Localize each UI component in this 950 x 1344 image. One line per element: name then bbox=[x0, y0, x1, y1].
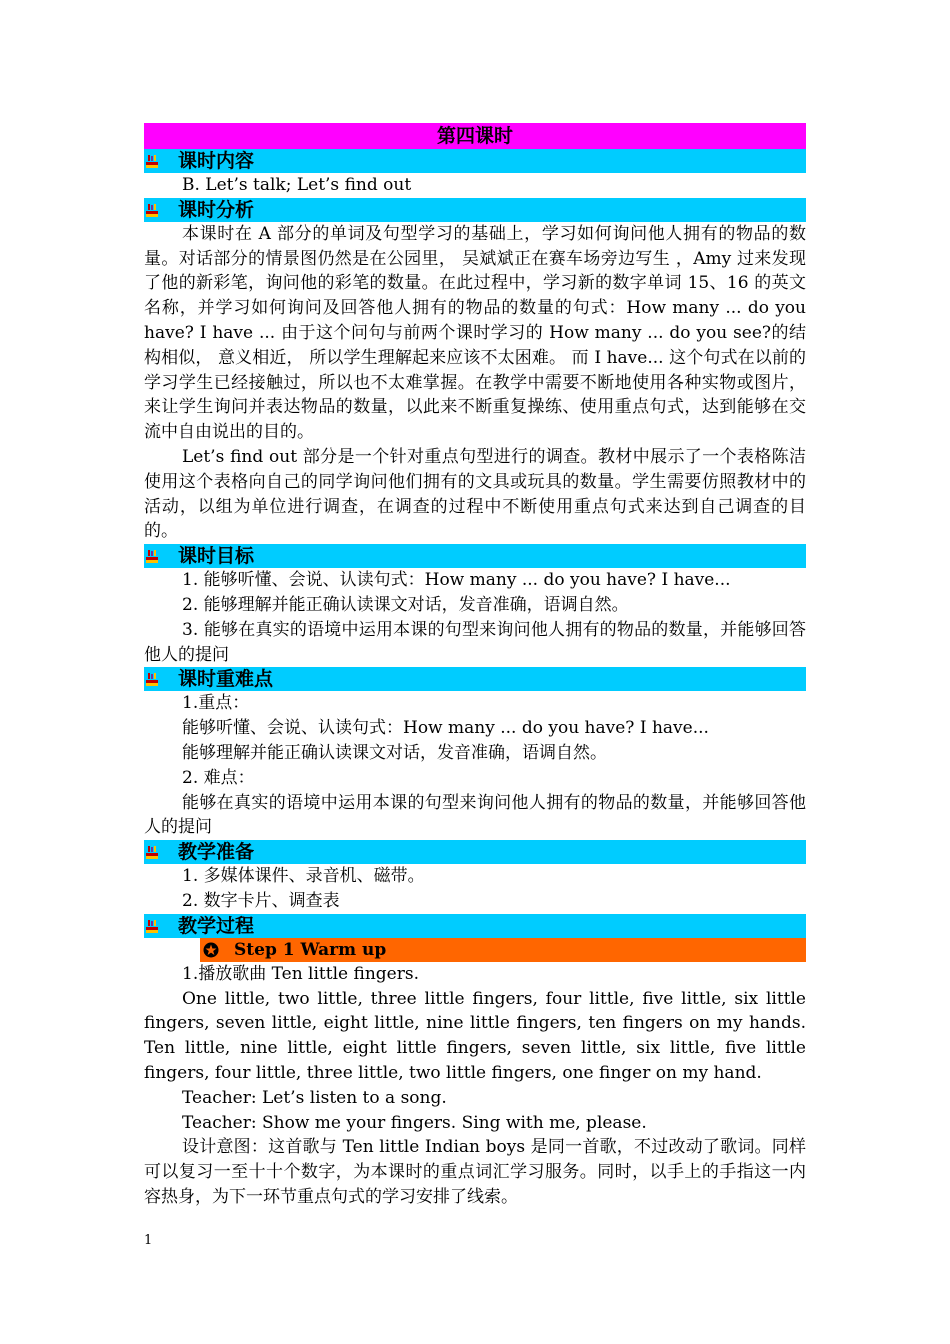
paragraph: 2. 数字卡片、调查表 bbox=[182, 890, 340, 911]
paragraph: B. Let’s talk; Let’s find out bbox=[182, 175, 412, 195]
paragraph: 2. 能够理解并能正确认读课文对话，发音准确，语调自然。 bbox=[182, 594, 629, 615]
paragraph: 1. 能够听懂、会说、认读句式：How many ... do you have? I have... bbox=[182, 570, 731, 591]
book-stack-icon bbox=[146, 204, 158, 217]
paragraph: One little, two little, three little fingers, four little, five little, six little fingers, seven little, eight little, nine little fingers, ten fingers on my hands. Ten little, nine little, eight little fingers, seven little, six little, five little fingers, four little, three little, two little fingers, one finger on my hand. bbox=[144, 988, 806, 1083]
section-heading-analysis bbox=[144, 198, 806, 222]
section-heading-process bbox=[144, 914, 806, 938]
paragraph: 能够在真实的语境中运用本课的句型来询问他人拥有的物品的数量，并能够回答他人的提问 bbox=[144, 792, 806, 838]
paragraph: Let’s find out 部分是一个针对重点句型进行的调查。教材中展示了一个表格陈洁使用这个表格向自己的同学询问他们拥有的文具或玩具的数量。学生需要仿照教材中的活动，以组为单位进行调查，在调查的过程中不断使用重点句式来达到自己调查的目的。 bbox=[144, 446, 806, 542]
book-stack-icon bbox=[146, 673, 158, 686]
section-heading-text: 教学准备 bbox=[178, 841, 255, 864]
book-stack-icon bbox=[146, 920, 158, 933]
paragraph: 3. 能够在真实的语境中运用本课的句型来询问他人拥有的物品的数量，并能够回答他人的提问 bbox=[144, 619, 806, 665]
page-number: 1 bbox=[144, 1233, 153, 1248]
step-heading-text: Step 1 Warm up bbox=[234, 939, 387, 960]
book-stack-icon bbox=[146, 550, 158, 563]
section-heading-goals bbox=[144, 544, 806, 568]
paragraph: 1.播放歌曲 Ten little fingers. bbox=[182, 963, 419, 984]
section-heading-text: 课时内容 bbox=[178, 150, 255, 172]
lesson-title: 第四课时 bbox=[144, 123, 806, 149]
section-heading-text: 教学过程 bbox=[178, 914, 255, 937]
paragraph: 1.重点： bbox=[182, 693, 250, 714]
document-page bbox=[144, 123, 806, 1210]
step-heading bbox=[200, 938, 806, 962]
paragraph: 能够理解并能正确认读课文对话，发音准确，语调自然。 bbox=[182, 742, 607, 763]
paragraph: 本课时在 A 部分的单词及句型学习的基础上，学习如何询问他人拥有的物品的数量。对话部分的情景图仍然是在公园里， 吴斌斌正在赛车场旁边写生 ，Amy 过来发现了他的新彩笔，询问他的彩笔的数量。在此过程中，学习新的数字单词 15、16 的英文名称，并学习如何询问及回答他人拥有的物品的数量的句式：How many ... do you have? I have ... 由于这个问句与前两个课时学习的 How many ... do you see?的结构相似， 意义相近， 所以学生理解起来应该不太困难。 而 I have... 这个句式在以前的学习学生已经接触过，所以也不太难掌握。在教学中需要不断地使用各种实物或图片，来让学生询问并表达物品的数量，以此来不断重复操练、使用重点句式，达到能够在交流中自由说出的目的。 bbox=[144, 223, 806, 443]
section-heading-text: 课时分析 bbox=[178, 198, 255, 221]
section-heading-text: 课时目标 bbox=[178, 545, 255, 568]
book-stack-icon bbox=[146, 846, 158, 859]
section-heading-key-points bbox=[144, 667, 806, 691]
section-heading-preparation bbox=[144, 840, 806, 864]
paragraph: 设计意图：这首歌与 Ten little Indian boys 是同一首歌，不过改动了歌词。同样可以复习一至十十个数字，为本课时的重点词汇学习服务。同时，以手上的手指这一内容热身，为下一环节重点句式的学习安排了线索。 bbox=[144, 1137, 806, 1207]
paragraph: Teacher: Show me your fingers. Sing with me, please. bbox=[182, 1112, 647, 1133]
section-heading-content bbox=[144, 149, 806, 173]
section-heading-text: 课时重难点 bbox=[178, 668, 274, 691]
paragraph: 能够听懂、会说、认读句式：How many ... do you have? I have... bbox=[182, 718, 709, 739]
paragraph: Teacher: Let’s listen to a song. bbox=[182, 1087, 447, 1108]
book-stack-icon bbox=[146, 155, 158, 168]
star-circle-icon bbox=[203, 942, 219, 958]
paragraph: 2. 难点： bbox=[182, 767, 255, 788]
paragraph: 1. 多媒体课件、录音机、磁带。 bbox=[182, 866, 425, 887]
